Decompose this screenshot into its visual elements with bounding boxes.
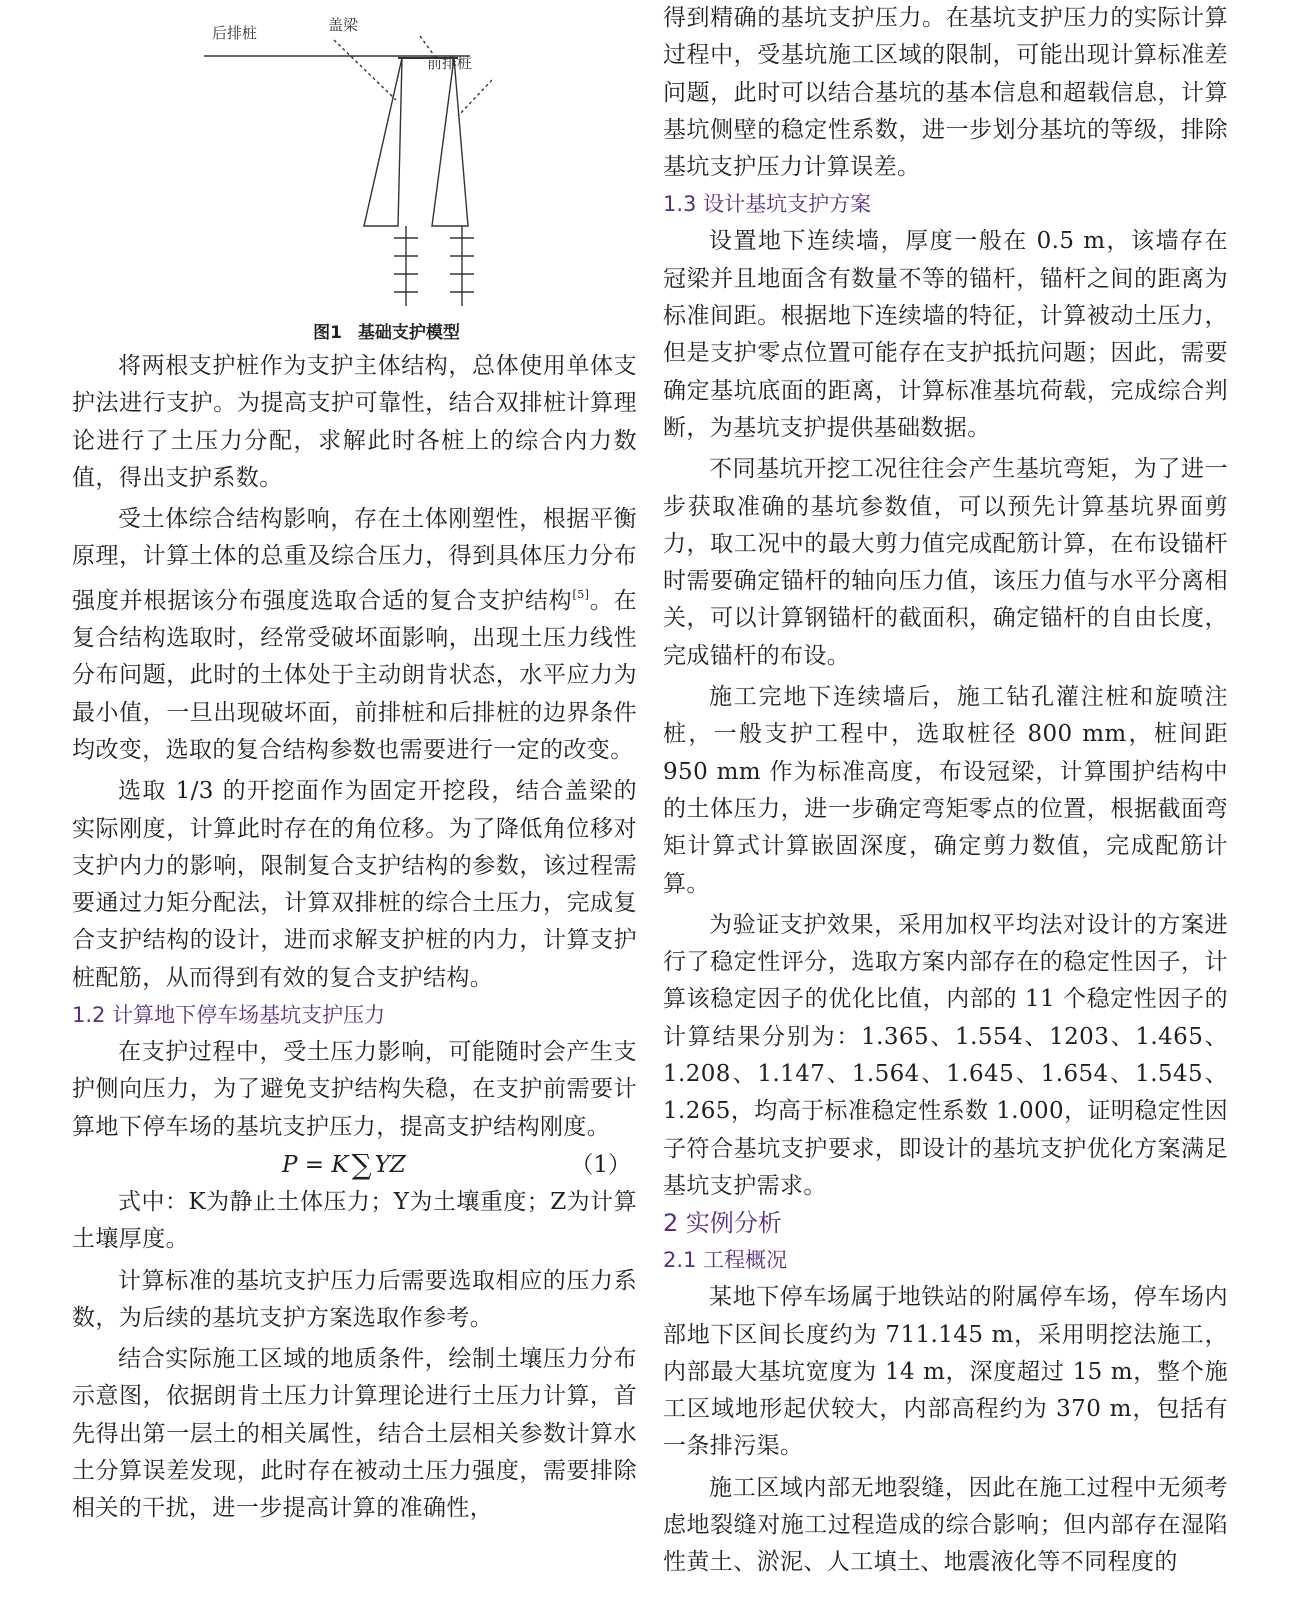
figure-number: 图1	[313, 323, 342, 343]
figure-1	[72, 0, 637, 318]
paragraph: 施工完地下连续墙后，施工钻孔灌注桩和旋喷注桩，一般支护工程中，选取桩径 800 mm，桩间距 950 mm 作为标准高度，布设冠梁，计算围护结构中的土体压力，进一步确定弯矩零点的位置，根据截面弯矩计算式计算嵌固深度，确定剪力数值，完成配筋计算。	[663, 684, 1228, 897]
cap-beam-label: 盖梁	[328, 16, 359, 34]
front-pile-label: 前排桩	[427, 54, 473, 72]
section-heading-2-1: 2.1 工程概况	[663, 1248, 788, 1273]
paragraph-text: 。在复合结构选取时，经常受破坏面影响，出现土压力线性分布问题，此时的土体处于主动朗肯状态，水平应力为最小值，一旦出现破坏面，前排桩和后排桩的边界条件均改变，选取的复合结构参数也需要进行一定的改变。	[72, 587, 637, 763]
paragraph: 不同基坑开挖工况往往会产生基坑弯矩，为了进一步获取准确的基坑参数值，可以预先计算基坑界面剪力，取工况中的最大剪力值完成配筋计算，在布设锚杆时需要确定锚杆的轴向压力值，该压力值与水平分离相关，可以计算钢锚杆的截面积，确定锚杆的自由长度，完成锚杆的布设。	[663, 456, 1228, 669]
paragraph-text: 受土体综合结构影响，存在土体刚塑性，根据平衡原理，计算土体的总重及综合压力，得到具体压力分布强度并根据该分布强度选取合适的复合支护结构	[72, 506, 637, 614]
paragraph: 计算标准的基坑支护压力后需要选取相应的压力系数，为后续的基坑支护方案选取作参考。	[72, 1267, 637, 1331]
equation-body: P = K ∑ YZ	[282, 1147, 406, 1181]
paragraph: 为验证支护效果，采用加权平均法对设计的方案进行了稳定性评分，选取方案内部存在的稳定性因子，计算该稳定因子的优化比值，内部的 11 个稳定性因子的计算结果分别为：1.365、1.554、1203、1.465、1.208、1.147、1.564、1.645、1.654、1.545、1.265，均高于标准稳定性系数 1.000，证明稳定性因子符合基坑支护要求，即设计的基坑支护优化方案满足基坑支护需求。	[663, 911, 1228, 1199]
paragraph: 将两根支护桩作为支护主体结构，总体使用单体支护法进行支护。为提高支护可靠性，结合双排桩计算理论进行了土压力分配，求解此时各桩上的综合内力数值，得出支护系数。	[72, 353, 637, 491]
paragraph: 设置地下连续墙，厚度一般在 0.5 m，该墙存在冠梁并且地面含有数量不等的锚杆，锚杆之间的距离为标准间距。根据地下连续墙的特征，计算被动土压力，但是支护零点位置可能存在支护抵抗问题；因此，需要确定基坑底面的距离，计算标准基坑荷载，完成综合判断，为基坑支护提供基础数据。	[663, 228, 1228, 441]
left-column	[72, 0, 637, 1528]
rear-pile-wedge	[364, 58, 402, 226]
figure-caption	[136, 318, 637, 348]
paragraph: 在支护过程中，受土压力影响，可能随时会产生支护侧向压力，为了避免支护结构失稳，在支护前需要计算地下停车场的基坑支护压力，提高支护结构刚度。	[72, 1039, 637, 1140]
paragraph: 结合实际施工区域的地质条件，绘制土壤压力分布示意图，依据朗肯土压力计算理论进行土压力计算，首先得出第一层土的相关属性，结合土层相关参数计算水土分算误差发现，此时存在被动土压力强度，需要排除相关的干扰，进一步提高计算的准确性，	[72, 1346, 637, 1522]
section-heading-1-3: 1.3 设计基坑支护方案	[663, 192, 872, 217]
section-heading-2: 2 实例分析	[663, 1209, 782, 1238]
figure-title: 基础支护模型	[357, 323, 460, 343]
paragraph: 得到精确的基坑支护压力。在基坑支护压力的实际计算过程中，受基坑施工区域的限制，可能出现计算标准差问题，此时可以结合基坑的基本信息和超载信息，计算基坑侧壁的稳定性系数，进一步划分基坑的等级，排除基坑支护压力计算误差。	[663, 5, 1228, 181]
equation-number: （1）	[570, 1151, 631, 1178]
retaining-pile-diagram	[192, 0, 492, 312]
paragraph: 选取 1/3 的开挖面作为固定开挖段，结合盖梁的实际刚度，计算此时存在的角位移。为了降低角位移对支护内力的影响，限制复合支护结构的参数，该过程需要通过力矩分配法，计算双排桩的综合土压力，完成复合支护结构的设计，进而求解支护桩的内力，计算支护桩配筋，从而得到有效的复合支护结构。	[72, 778, 637, 991]
right-column	[663, 0, 1228, 1582]
paragraph: 某地下停车场属于地铁站的附属停车场，停车场内部地下区间长度约为 711.145 m，采用明挖法施工，内部最大基坑宽度为 14 m，深度超过 15 m，整个施工区域地形起伏较大，内部高程约为 370 m，包括有一条排污渠。	[663, 1284, 1228, 1460]
equation-1	[72, 1146, 637, 1184]
section-heading-1-2: 1.2 计算地下停车场基坑支护压力	[72, 1003, 386, 1028]
rear-pile-label: 后排桩	[212, 24, 258, 42]
citation: [5]	[572, 587, 590, 601]
front-pile-wedge	[432, 58, 468, 226]
paragraph	[72, 501, 637, 769]
paragraph: 式中：K为静止土体压力；Y为土壤重度；Z为计算土壤厚度。	[72, 1188, 637, 1253]
paragraph: 施工区域内部无地裂缝，因此在施工过程中无须考虑地裂缝对施工过程造成的综合影响；但内部存在湿陷性黄土、淤泥、人工填土、地震液化等不同程度的	[663, 1474, 1228, 1576]
